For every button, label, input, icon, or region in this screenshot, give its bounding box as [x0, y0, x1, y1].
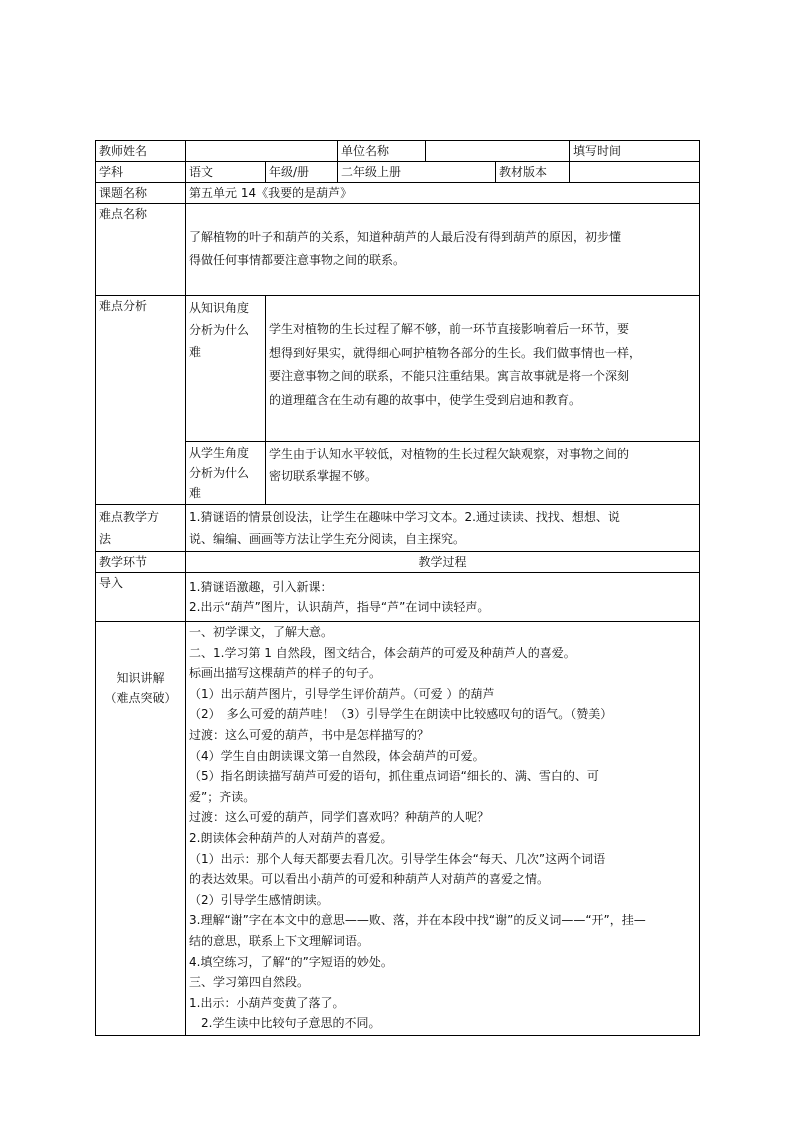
row-analysis-student	[96, 442, 700, 505]
method-label	[96, 505, 186, 552]
topic-value: 第五单元 14《我要的是葫芦》	[186, 183, 700, 204]
teacher-name-label: 教师姓名	[96, 141, 186, 162]
topic-label: 课题名称	[96, 183, 186, 204]
unit-name-value	[426, 141, 570, 162]
text-line: 学生对植物的生长过程了解不够，前一环节直接影响着后一环节，要	[269, 322, 630, 336]
teacher-name-value	[186, 141, 338, 162]
text-line: 一、初学课文，了解大意。	[189, 625, 334, 639]
text-line: 难	[189, 345, 202, 359]
subject-label: 学科	[96, 162, 186, 183]
difficulty-name-text	[186, 204, 700, 296]
text-line: （2） 多么可爱的葫芦哇！（3）引导学生在朗读中比较感叹句的语气。（赞美）	[189, 707, 613, 722]
text-line: 难点教学方	[99, 510, 160, 524]
text-line: 结的意思，联系上下文理解词语。	[189, 933, 370, 948]
text-line: 分析为什么	[189, 466, 250, 480]
text-line: 学生由于认知水平较低，对植物的生长过程欠缺观察，对事物之间的	[269, 447, 630, 461]
text-line: 3.理解“谢”字在本文中的意思——败、落，并在本段中找“谢”的反义词——“开”，挂—	[189, 913, 646, 928]
text-line: （1）出示葫芦图片，引导学生评价葫芦。（可爱 ）的葫芦	[189, 686, 495, 701]
text-line: （5）指名朗读描写葫芦可爱的语句，抓住重点词语“细长的、满、雪白的、可	[189, 769, 599, 784]
text-line: 2.出示“葫芦”图片，认识葫芦，指导“芦”在词中读轻声。	[189, 600, 490, 614]
method-text	[186, 505, 700, 552]
text-line: 过渡：这么可爱的葫芦，书中是怎样描写的？	[189, 727, 430, 742]
student-angle-label	[186, 442, 266, 505]
row-knowledge	[96, 622, 700, 1036]
text-line: 三、学习第四自然段。	[189, 975, 310, 990]
knowledge-angle-text	[266, 296, 700, 442]
text-line: 1.出示：小葫芦变黄了落了。	[189, 995, 345, 1010]
row-difficulty-name	[96, 204, 700, 296]
row-intro	[96, 573, 700, 622]
row-topic	[96, 183, 700, 204]
intro-label: 导入	[96, 573, 186, 622]
text-line: 分析为什么	[189, 323, 250, 337]
process-label: 教学过程	[186, 552, 700, 573]
unit-name-label: 单位名称	[338, 141, 426, 162]
grade-value: 二年级上册	[338, 162, 496, 183]
text-line: 1.猜谜语激趣，引入新课：	[189, 580, 333, 594]
text-line: 2.学生读中比较句子意思的不同。	[189, 1016, 381, 1031]
row-subject	[96, 162, 700, 183]
text-line: 1.猜谜语的情景创设法，让学生在趣味中学习文本。2.通过读读、找找、想想、说	[189, 510, 620, 524]
text-line: 难	[189, 486, 202, 500]
subject-value: 语文	[186, 162, 266, 183]
text-line: 密切联系掌握不够。	[269, 469, 378, 483]
row-teacher	[96, 141, 700, 162]
text-line: 二、1.学习第 1 自然段，图文结合，体会葫芦的可爱及种葫芦人的喜爱。	[189, 645, 576, 660]
text-line: 的表达效果。可以看出小葫芦的可爱和种葫芦人对葫芦的喜爱之情。	[189, 872, 550, 887]
text-line: 标画出描写这棵葫芦的样子的句子。	[189, 666, 382, 681]
text-line: （难点突破）	[104, 691, 177, 705]
difficulty-analysis-label: 难点分析	[96, 296, 186, 505]
row-process-header	[96, 552, 700, 573]
text-line: 说、编编、画画等方法让学生充分阅读，自主探究。	[189, 532, 466, 546]
text-line: 的道理蕴含在生动有趣的故事中，使学生受到启迪和教育。	[269, 392, 582, 407]
text-line: （1）出示：那个人每天都要去看几次。引导学生体会“每天、几次”这两个词语	[189, 851, 606, 866]
text-line: 爱”；齐读。	[189, 789, 256, 804]
text-line: 4.填空练习，了解“的”字短语的妙处。	[189, 954, 393, 969]
text-line: 知识讲解	[116, 671, 165, 685]
text-line: 想得到好果实，就得细心呵护植物各部分的生长。我们做事情也一样，	[269, 345, 642, 360]
text-line: 要注意事物之间的联系，不能只注重结果。寓言故事就是将一个深刻	[269, 369, 630, 383]
text-line: 法	[99, 532, 112, 546]
stage-label: 教学环节	[96, 552, 186, 573]
knowledge-label	[96, 622, 186, 1036]
knowledge-text	[186, 622, 700, 1036]
lesson-plan-table	[95, 140, 700, 1036]
knowledge-angle-label	[186, 296, 266, 442]
text-line: 得做任何事情都要注意事物之间的联系。	[189, 253, 406, 267]
text-line: 2.朗读体会种葫芦的人对葫芦的喜爱。	[189, 830, 393, 845]
row-method	[96, 505, 700, 552]
text-line: （4）学生自由朗读课文第一自然段，体会葫芦的可爱。	[189, 748, 485, 763]
grade-label: 年级/册	[266, 162, 338, 183]
intro-text	[186, 573, 700, 622]
row-analysis-knowledge	[96, 296, 700, 442]
fill-time-label: 填写时间	[570, 141, 700, 162]
text-line: （2）引导学生感情朗读。	[189, 892, 329, 907]
edition-label: 教材版本	[496, 162, 570, 183]
student-angle-text	[266, 442, 700, 505]
difficulty-name-label: 难点名称	[96, 204, 186, 296]
text-line: 了解植物的叶子和葫芦的关系，知道种葫芦的人最后没有得到葫芦的原因，初步懂	[189, 230, 622, 244]
text-line: 从知识角度	[189, 301, 250, 315]
edition-value	[570, 162, 700, 183]
text-line: 过渡：这么可爱的葫芦，同学们喜欢吗？种葫芦的人呢？	[189, 810, 490, 825]
text-line: 从学生角度	[189, 446, 250, 460]
